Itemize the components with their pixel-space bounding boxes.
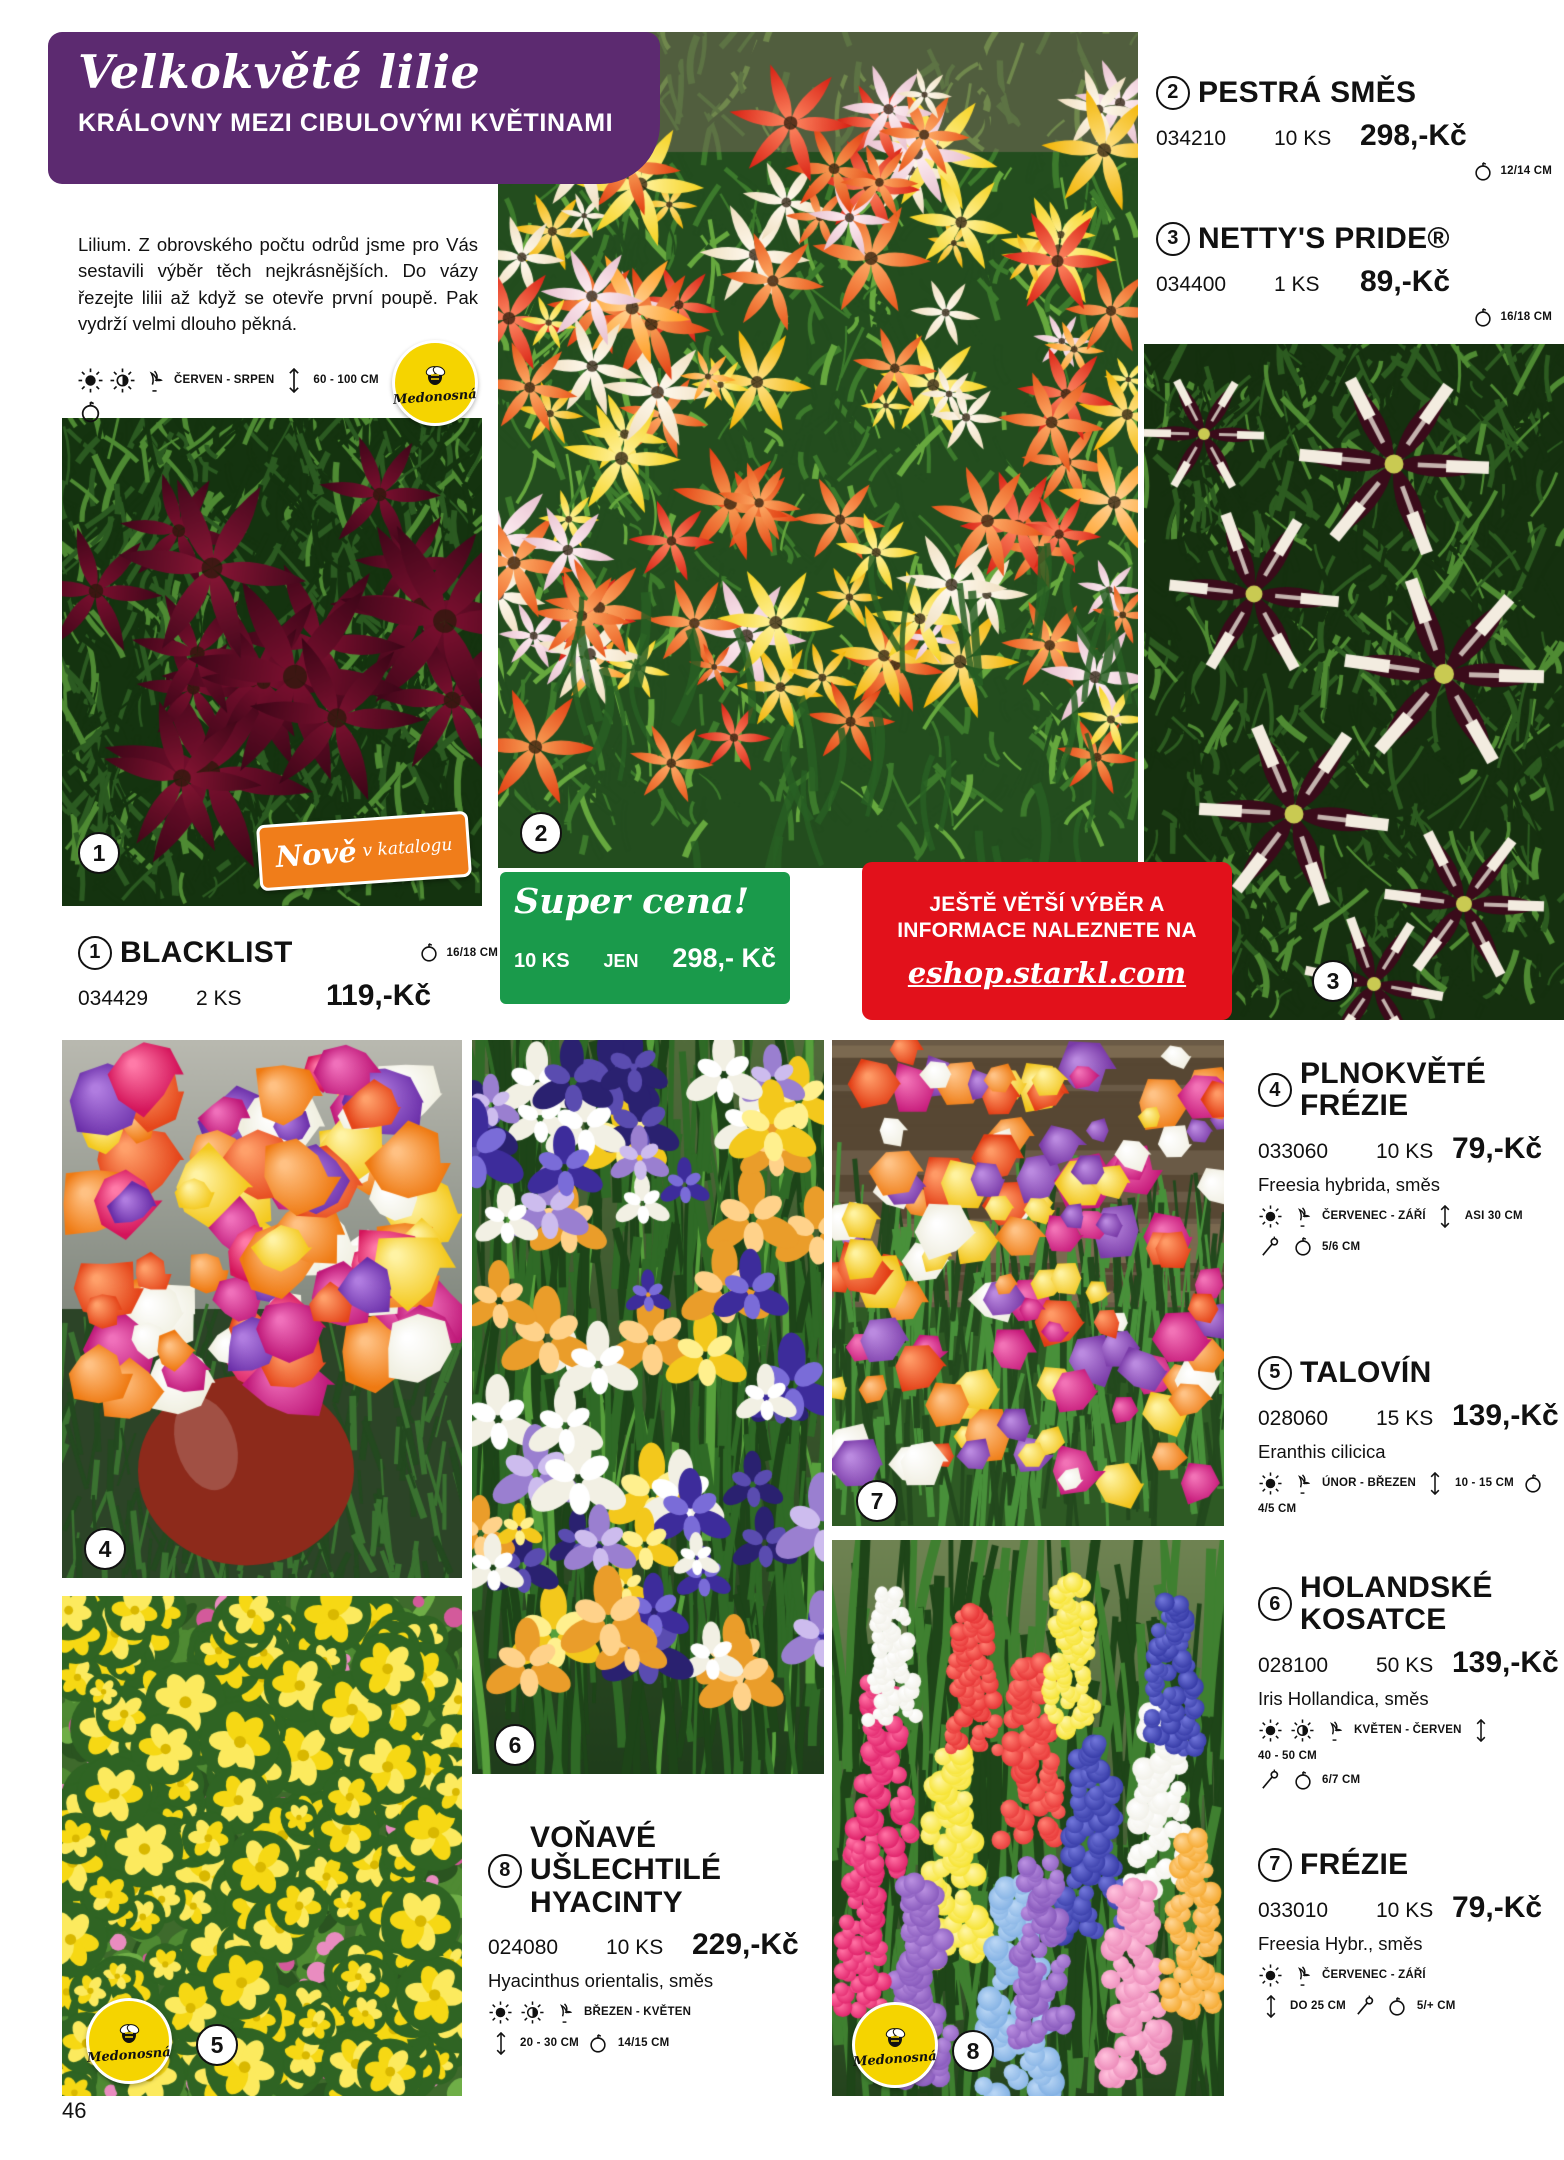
intro-icon-row [78,368,408,425]
product-4-height: ASI 30 CM [1464,1210,1523,1223]
product-7-price: 79,- [1452,1891,1504,1924]
product-5-latin: Eranthis cilicica [1258,1441,1386,1462]
product-1-currency: Kč [392,979,432,1012]
height-arrow-icon [1469,1718,1494,1743]
height-arrow-icon [1423,1471,1448,1496]
product-5-price: 139,- [1452,1399,1521,1432]
bulb-size-icon [78,400,103,425]
product-6-height: 40 - 50 CM [1258,1749,1317,1762]
planting-depth-icon [1258,1235,1283,1260]
product-7-currency: Kč [1503,1891,1543,1924]
product-5 [1258,1356,1558,1515]
product-8-height: 20 - 30 CM [520,2037,579,2050]
product-6-number: 6 [1258,1587,1292,1621]
bulb-size-icon [586,2031,611,2056]
super-price-qty: 10 KS [514,950,570,972]
product-2-code: 034210 [1156,127,1227,150]
badge-7: 7 [856,1480,898,1522]
product-8-name: VOŇAVÉ UŠLECHTILÉ HYACINTY [530,1821,722,1919]
super-price-jen: JEN [603,951,639,971]
product-6-qty: 50 KS [1376,1653,1434,1677]
product-4-price: 79,- [1452,1131,1504,1165]
product-8-title [488,1822,818,1919]
sun-icon [1258,1471,1283,1496]
product-6-name: HOLANDSKÉ KOSATCE [1300,1571,1493,1637]
bulb-size-icon [1521,1471,1546,1496]
sun-icon [78,368,103,393]
flower-icon [1290,1204,1315,1229]
badge-3: 3 [1312,960,1354,1002]
product-5-code: 028060 [1258,1407,1329,1430]
product-1-qty: 2 KS [196,987,242,1010]
photo-double-freesia-vase [62,1040,462,1578]
honey-sticker-label: Medonosná [86,2044,172,2066]
product-7-title [1258,1848,1558,1882]
flower-icon [142,368,167,393]
flower-icon [552,2000,577,2025]
product-2-qty: 10 KS [1274,127,1332,150]
product-4-number: 4 [1258,1073,1292,1107]
product-4-code: 033060 [1258,1139,1329,1163]
product-1-title [78,936,498,970]
product-7-qty: 10 KS [1376,1899,1434,1922]
product-3 [1156,222,1552,330]
super-price-value: 298,- Kč [672,943,776,973]
eshop-promo-box[interactable] [862,862,1232,1020]
product-2-name: PESTRÁ SMĚS [1198,75,1417,109]
product-5-name: TALOVÍN [1300,1355,1432,1389]
product-6-currency: Kč [1520,1645,1559,1679]
honey-plant-sticker-talovin [86,1998,172,2084]
sun-icon [1258,1963,1283,1988]
product-6-price: 139,- [1452,1645,1521,1679]
product-4 [1258,1058,1558,1260]
product-8-currency: Kč [760,1928,799,1962]
height-arrow-icon [1433,1204,1458,1229]
product-4-currency: Kč [1503,1131,1543,1165]
new-sticker-suffix: v katalogu [361,834,454,862]
super-price-box [500,872,790,1004]
product-7-number: 7 [1258,1848,1292,1882]
half-sun-icon [520,2000,545,2025]
product-3-price: 89,- [1360,265,1412,298]
product-2 [1156,76,1552,184]
bulb-size-icon [1471,159,1496,184]
badge-4: 4 [84,1528,126,1570]
product-5-months: ÚNOR - BŘEZEN [1322,1477,1416,1490]
product-8-bulb-size: 14/15 CM [617,2037,670,2050]
planting-depth-icon [1258,1768,1283,1793]
badge-1: 1 [78,832,120,874]
product-7-latin: Freesia Hybr., směs [1258,1933,1423,1954]
plant-height: 60 - 100 CM [313,374,379,387]
product-7-name: FRÉZIE [1300,1847,1409,1881]
product-2-bulb-size: 12/14 CM [1500,165,1552,178]
product-3-name: NETTY'S PRIDE® [1198,221,1450,255]
flower-icon [1322,1718,1347,1743]
product-4-name: PLNOKVĚTÉ FRÉZIE [1300,1057,1487,1123]
product-6-code: 028100 [1258,1653,1329,1677]
eshop-url[interactable]: eshop.starkl.com [907,956,1187,991]
product-8-icon-row-2 [488,2031,818,2056]
bulb-size-icon [1290,1768,1315,1793]
flower-icon [1290,1471,1315,1496]
product-8-icon-row [488,2000,818,2025]
product-7-icon-row-2 [1258,1994,1558,2019]
product-4-latin: Freesia hybrida, směs [1258,1173,1440,1195]
product-3-qty: 1 KS [1274,273,1320,296]
product-5-bulb-size: 4/5 CM [1258,1503,1297,1515]
product-4-title [1258,1058,1558,1123]
badge-8: 8 [952,2030,994,2072]
product-5-number: 5 [1258,1356,1292,1390]
header-banner [48,32,660,184]
honey-plant-sticker-hyacinth [852,2002,938,2088]
product-8 [488,1822,818,2056]
product-4-icon-row-2 [1258,1235,1558,1260]
bulb-size-icon [1290,1235,1315,1260]
product-6-latin: Iris Hollandica, směs [1258,1687,1429,1709]
product-6-icon-row [1258,1718,1558,1762]
height-arrow-icon [488,2031,513,2056]
height-arrow-icon [1258,1994,1283,2019]
sun-icon [1258,1718,1283,1743]
product-1-number: 1 [78,936,112,970]
honey-plant-sticker-intro [392,340,478,426]
bulb-size-icon [417,941,442,966]
height-arrow-icon [281,368,306,393]
product-6 [1258,1572,1558,1793]
bee-icon [880,2024,910,2050]
product-1-bulb-size: 16/18 CM [446,946,498,959]
product-8-code: 024080 [488,1936,559,1960]
planting-depth-icon [1353,1994,1378,2019]
honey-sticker-label: Medonosná [852,2048,938,2070]
product-5-height: 10 - 15 CM [1454,1477,1514,1490]
bloom-months: ČERVEN - SRPEN [174,374,275,387]
bee-icon [114,2020,144,2046]
product-2-currency: Kč [1428,119,1467,152]
super-price-title: Super cena! [514,881,750,922]
product-5-icon-row [1258,1471,1558,1515]
product-5-title [1258,1356,1558,1390]
product-3-code: 034400 [1156,273,1227,296]
eshop-line-1: JEŠTĚ VĚTŠÍ VÝBĚR A [929,892,1165,916]
product-7-height: DO 25 CM [1290,2000,1346,2013]
bulb-size-icon [1385,1994,1410,2019]
product-8-number: 8 [488,1854,522,1888]
product-4-months: ČERVENEC - ZÁŘÍ [1322,1210,1426,1223]
product-2-title [1156,76,1552,110]
eshop-line-2: INFORMACE NALEZNETE NA [897,919,1197,942]
product-1-name: BLACKLIST [120,935,293,969]
product-7 [1258,1848,1558,2019]
bulb-size-icon [1471,305,1496,330]
banner-subtitle: KRÁLOVNY MEZI CIBULOVÝMI KVĚTINAMI [78,108,614,137]
product-6-title [1258,1572,1558,1637]
product-8-qty: 10 KS [606,1936,664,1960]
product-7-code: 033010 [1258,1899,1329,1922]
product-3-title [1156,222,1552,256]
product-2-bulb-size-row [1156,159,1552,184]
product-6-icon-row-2 [1258,1768,1558,1793]
product-7-icon-row [1258,1963,1558,1988]
product-6-months: KVĚTEN - ČERVEN [1354,1724,1462,1737]
honey-sticker-label: Medonosná [392,386,478,408]
product-7-months: ČERVENEC - ZÁŘÍ [1322,1969,1426,1982]
product-5-currency: Kč [1520,1399,1559,1432]
product-1-code: 034429 [78,987,149,1010]
flower-icon [1290,1963,1315,1988]
product-4-qty: 10 KS [1376,1139,1434,1163]
product-4-bulb-size: 5/6 CM [1322,1241,1361,1254]
page-number: 46 [62,2098,87,2123]
photo-freesia-mix [832,1040,1224,1526]
product-4-icon-row [1258,1204,1558,1229]
new-sticker-word: Nově [274,834,358,875]
product-3-currency: Kč [1411,265,1451,298]
badge-5: 5 [196,2024,238,2066]
product-7-bulb-size: 5/+ CM [1416,2000,1456,2013]
product-8-months: BŘEZEN - KVĚTEN [584,2006,692,2019]
product-8-price: 229,- [692,1928,761,1962]
intro-text: Lilium. Z obrovského počtu odrůd jsme pro Vás sestavili výběr těch nejkrásnějších. Do vázy řezejte lilii až když se otevře první poupě. Pak vydrží velmi dlouho pěkná. [78,234,478,334]
product-5-qty: 15 KS [1376,1407,1434,1430]
banner-title: Velkokvěté lilie [78,45,481,99]
badge-6: 6 [494,1724,536,1766]
product-8-latin: Hyacinthus orientalis, směs [488,1970,714,1992]
sun-icon [1258,1204,1283,1229]
half-sun-icon [1290,1718,1315,1743]
badge-2: 2 [520,812,562,854]
product-6-bulb-size: 6/7 CM [1322,1774,1361,1787]
product-2-price: 298,- [1360,119,1429,152]
product-1-price: 119,- [326,979,393,1012]
product-3-bulb-size-row [1156,305,1552,330]
product-3-number: 3 [1156,222,1190,256]
product-2-number: 2 [1156,76,1190,110]
product-3-bulb-size: 16/18 CM [1500,311,1552,324]
product-1 [78,936,498,1013]
photo-dutch-iris [472,1040,824,1774]
bee-icon [420,362,450,388]
half-sun-icon [110,368,135,393]
sun-icon [488,2000,513,2025]
